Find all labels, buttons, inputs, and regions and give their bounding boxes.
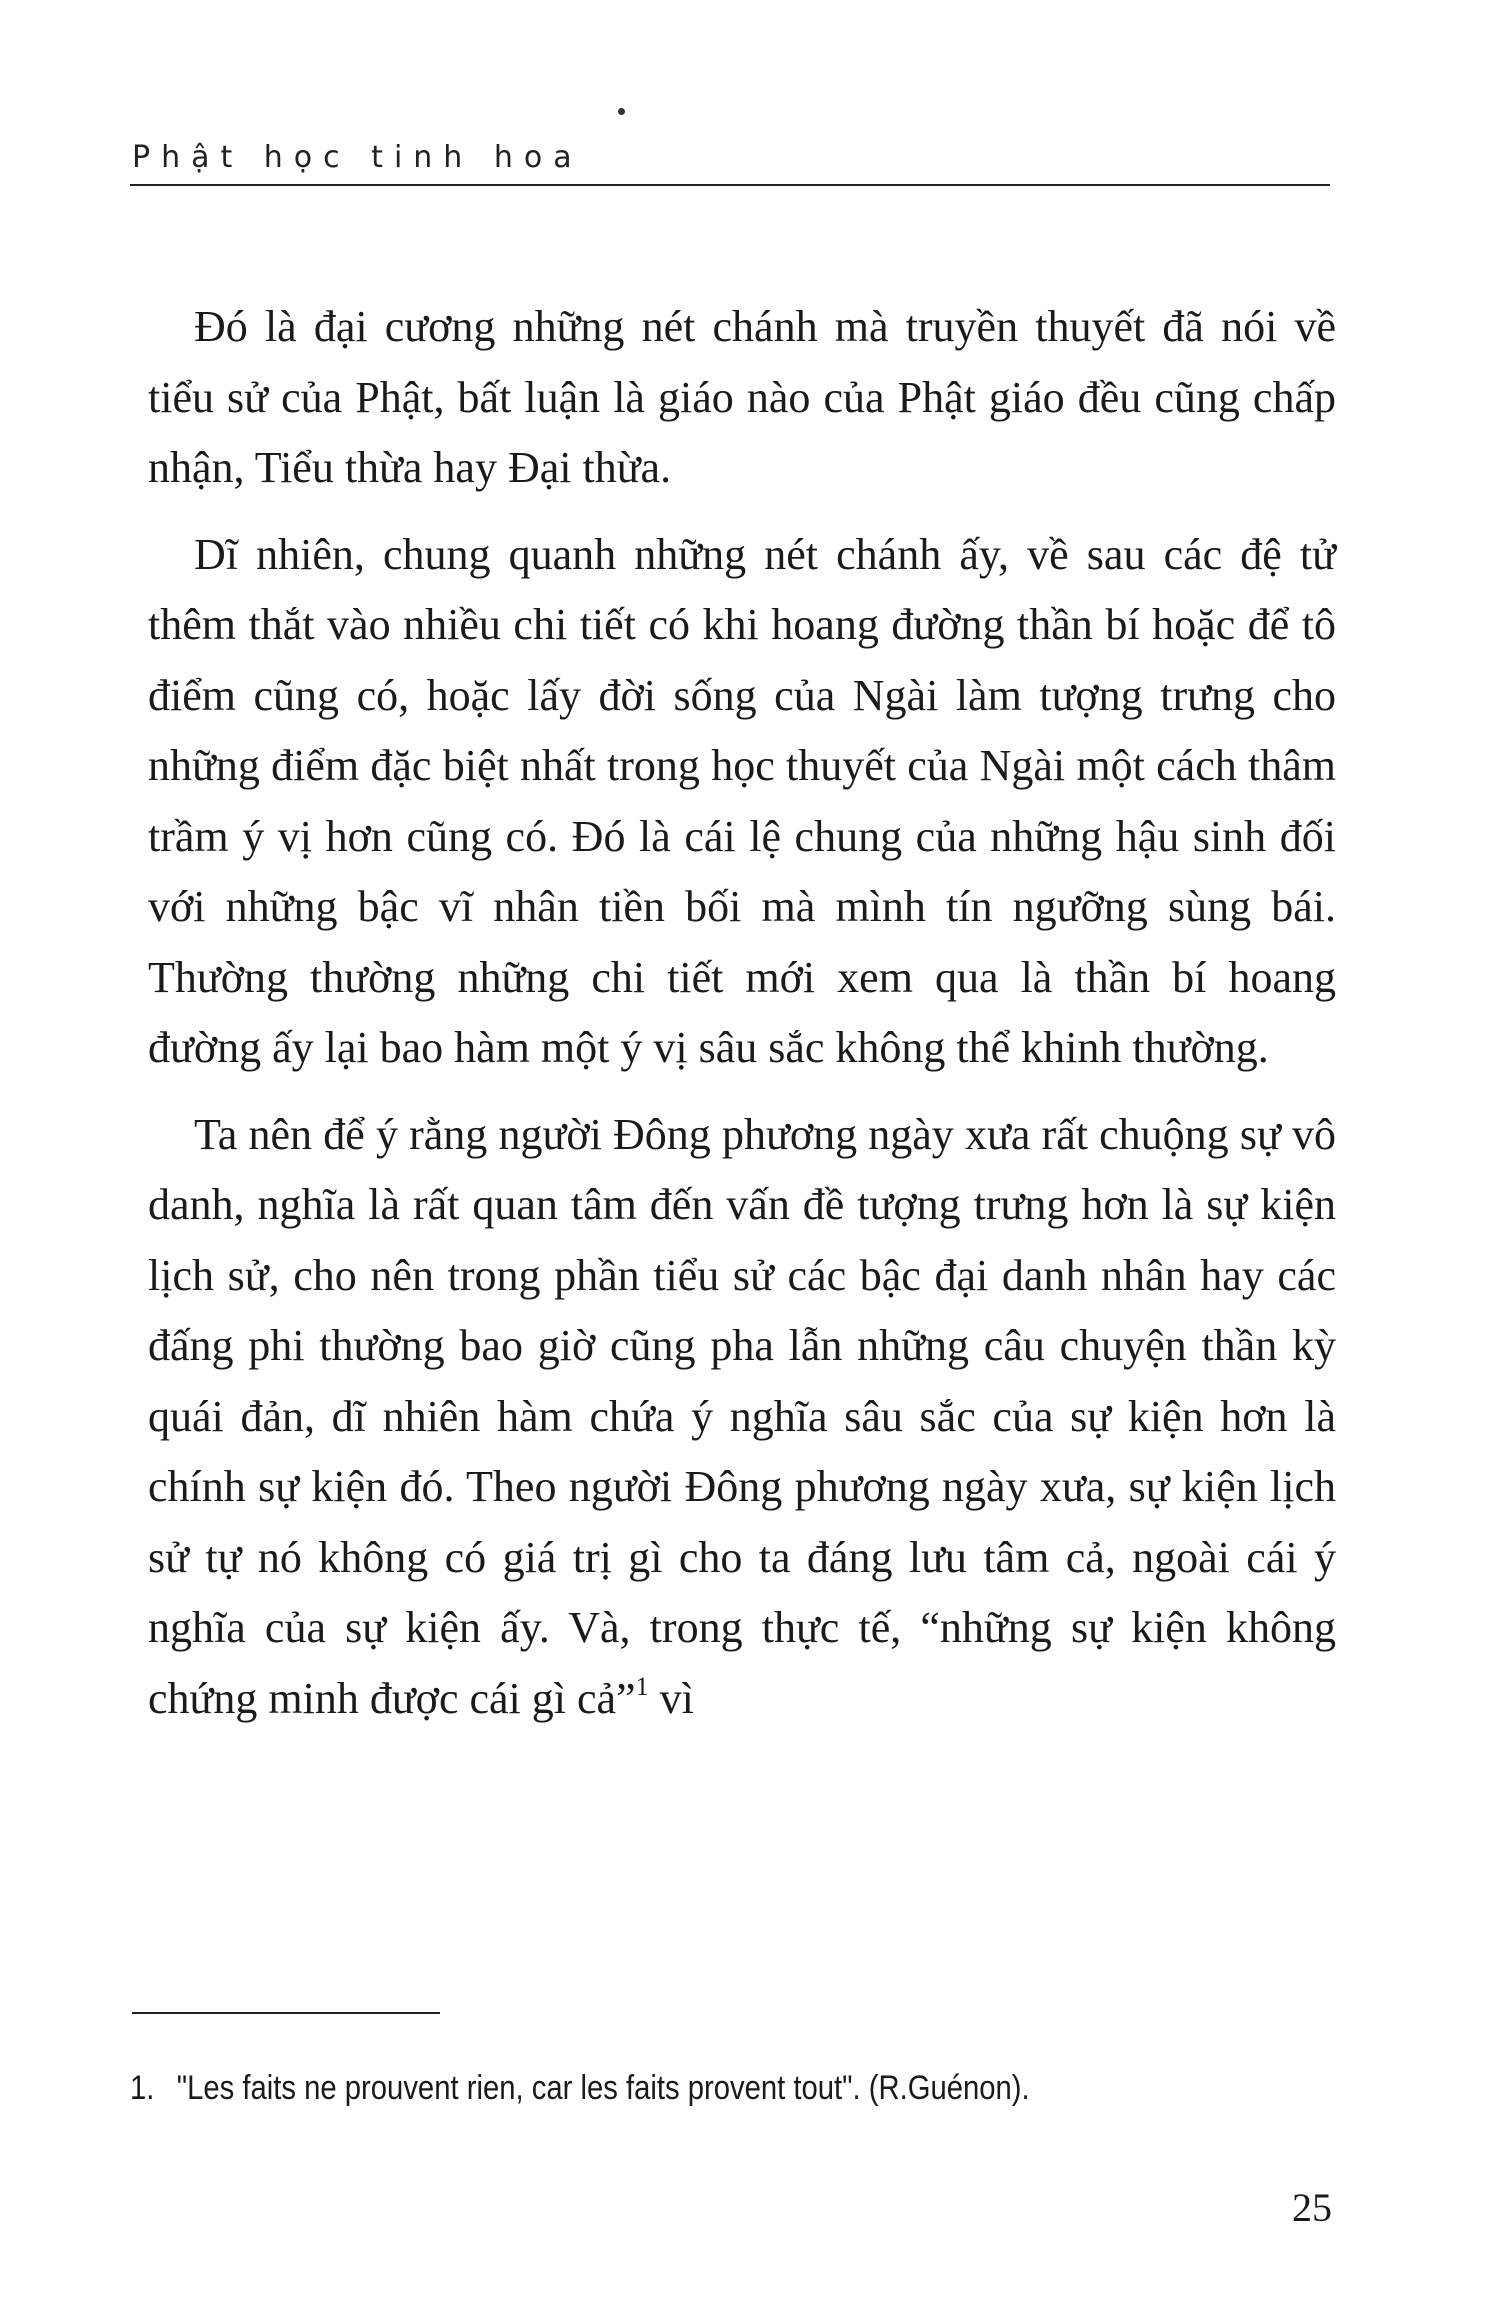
header-dot	[618, 108, 625, 115]
body-text	[148, 292, 1336, 1750]
footnote-rule	[132, 2012, 440, 2014]
running-header: Phật học tinh hoa	[132, 140, 583, 175]
paragraph	[148, 1100, 1336, 1735]
page-number: 25	[1292, 2185, 1332, 2230]
footnote	[130, 2066, 1162, 2110]
paragraph: Dĩ nhiên, chung quanh những nét chánh ấy, về sau các đệ tử thêm thắt vào nhiều chi tiết có khi hoang đường thần bí hoặc để tô điểm cũng có, hoặc lấy đời sống của Ngài làm tượng trưng cho những điểm đặc biệt nhất trong học thuyết của Ngài một cách thâm trầm ý vị hơn cũng có. Đó là cái lệ chung của những hậu sinh đối với những bậc vĩ nhân tiền bối mà mình tín ngưỡng sùng bái. Thường thường những chi tiết mới xem qua là thần bí hoang đường ấy lại bao hàm một ý vị sâu sắc không thể khinh thường.	[148, 529, 1336, 1072]
footnote-text: "Les faits ne prouvent rien, car les faits provent tout". (R.Guénon).	[176, 2069, 1030, 2107]
footnote-number: 1.	[130, 2069, 155, 2107]
paragraph: Đó là đại cương những nét chánh mà truyền thuyết đã nói về tiểu sử của Phật, bất luận là giáo nào của Phật giáo đều cũng chấp nhận, Tiểu thừa hay Đại thừa.	[148, 302, 1336, 492]
paragraph-text: Ta nên để ý rằng người Đông phương ngày xưa rất chuộng sự vô danh, nghĩa là rất quan tâm đến vấn đề tượng trưng hơn là sự kiện lịch sử, cho nên trong phần tiểu sử các bậc đại danh nhân hay các đấng phi thường bao giờ cũng pha lẫn những câu chuyện thần kỳ quái đản, dĩ nhiên hàm chứa ý nghĩa sâu sắc của sự kiện hơn là chính sự kiện đó. Theo người Đông phương ngày xưa, sự kiện lịch sử tự nó không có giá trị gì cho ta đáng lưu tâm cả, ngoài cái ý nghĩa của sự kiện ấy. Và, trong thực tế, “những sự kiện không chứng minh được cái gì cả”	[148, 1109, 1336, 1723]
header-rule	[130, 184, 1330, 186]
paragraph-tail: vì	[648, 1673, 694, 1723]
footnote-reference[interactable]: 1	[635, 1671, 649, 1701]
